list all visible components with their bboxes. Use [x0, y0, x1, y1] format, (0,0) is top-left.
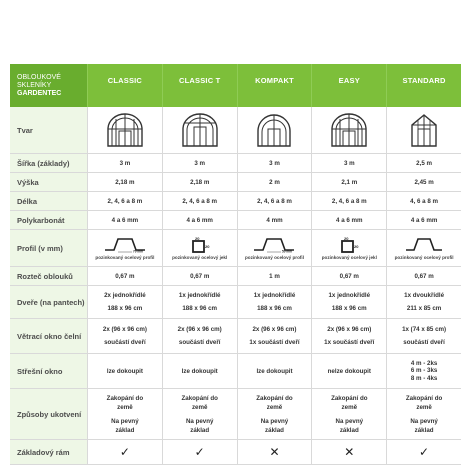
check-icon: ✓ — [162, 440, 237, 464]
greenhouse-easy-icon — [329, 113, 369, 147]
model-header-easy: EASY — [311, 64, 386, 107]
vent-note: součástí dveří — [178, 339, 221, 346]
row-label-ukotveni: Způsoby ukotvení — [10, 389, 87, 439]
value-cell: nelze dokoupit — [311, 354, 386, 388]
value-cell: 4 a 6 mm — [386, 211, 461, 229]
profile-dim-label: 20 — [344, 236, 349, 241]
vent-size: 2x (96 x 96 cm) — [177, 326, 222, 333]
value-cell: 2, 4, 6 a 8 m — [311, 192, 386, 210]
shape-easy-cell — [311, 107, 386, 153]
vent-note: součástí dveří — [403, 339, 445, 346]
anchor-option-1b: země — [266, 403, 283, 411]
row-label-roztec: Rozteč oblouků — [10, 267, 87, 285]
value-cell: lze dokoupit — [87, 354, 162, 388]
greenhouse-classic-t-icon — [180, 113, 220, 147]
value-cell: 2, 4, 6 a 8 m — [87, 192, 162, 210]
square-profile-icon — [177, 236, 223, 253]
anchor-option-2a: Na pevný — [410, 417, 438, 425]
row-label-vetraci: Větrací okno čelní — [10, 319, 87, 353]
vent-size: 1x (74 x 85 cm) — [402, 326, 447, 333]
row-sirka — [10, 154, 461, 173]
value-cell: lze dokoupit — [162, 354, 237, 388]
value-cell: 0,67 m — [311, 267, 386, 285]
greenhouse-classic-icon — [105, 113, 145, 147]
anchor-option-1b: země — [117, 403, 133, 411]
anchor-option-2a: Na pevný — [335, 417, 364, 425]
door-cell — [311, 286, 386, 318]
profile-caption: pozinkovaný ocelový jekl — [321, 255, 377, 260]
row-label-polykarbonat: Polykarbonát — [10, 211, 87, 229]
row-label-dvere: Dveře (na pantech) — [10, 286, 87, 318]
row-stresni — [10, 354, 461, 389]
hat-profile-icon — [102, 236, 148, 253]
value-cell: 2,45 m — [386, 173, 461, 191]
profile-dim-label: 20 — [194, 236, 200, 241]
value-cell: 3 m — [87, 154, 162, 172]
value-cell: 1 m — [237, 267, 312, 285]
door-size: 188 x 96 cm — [182, 305, 218, 312]
profile-caption: pozinkovaný ocelový profil — [95, 255, 155, 260]
value-cell: 3 m — [162, 154, 237, 172]
anchor-cell — [237, 389, 312, 439]
anchor-option-2b: základ — [414, 426, 434, 434]
model-header-standard: STANDARD — [386, 64, 461, 107]
row-ukotveni — [10, 389, 461, 440]
door-cell — [162, 286, 237, 318]
roof-window-line: 6 m - 3ks — [410, 367, 438, 375]
value-cell: 2, 4, 6 a 8 m — [237, 192, 312, 210]
value-cell: 2 m — [237, 173, 312, 191]
value-cell: 4 mm — [237, 211, 312, 229]
row-tvar — [10, 107, 461, 154]
value-cell: 2,5 m — [386, 154, 461, 172]
value-cell: 2,18 m — [87, 173, 162, 191]
header-row — [10, 64, 461, 107]
anchor-option-2b: základ — [115, 426, 135, 434]
brand-cell — [10, 64, 87, 107]
profile-standard-cell — [386, 230, 461, 266]
vent-size: 2x (96 x 96 cm) — [102, 326, 147, 333]
check-icon: ✓ — [87, 440, 162, 464]
model-header-kompakt: KOMPAKT — [237, 64, 312, 107]
shape-kompakt-cell — [237, 107, 312, 153]
row-dvere — [10, 286, 461, 319]
row-roztec — [10, 267, 461, 286]
value-cell: 2, 4, 6 a 8 m — [162, 192, 237, 210]
door-type: 2x jednokřídlé — [104, 292, 146, 299]
shape-standard-cell — [386, 107, 461, 153]
model-header-classic-t: CLASSIC T — [162, 64, 237, 107]
vent-cell — [386, 319, 461, 353]
profile-caption: pozinkovaný ocelový jekl — [172, 255, 228, 260]
cross-icon: ✕ — [311, 440, 386, 464]
profile-kompakt-cell — [237, 230, 312, 266]
vent-size: 2x (96 x 96 cm) — [327, 326, 372, 333]
anchor-option-1a: Zakopání do — [106, 394, 144, 402]
hat-profile-icon — [401, 236, 447, 253]
door-size: 211 x 85 cm — [406, 305, 442, 312]
door-size: 188 x 96 cm — [331, 305, 367, 312]
anchor-cell — [311, 389, 386, 439]
anchor-cell — [386, 389, 461, 439]
value-cell: 4 a 6 mm — [87, 211, 162, 229]
shape-classic-t-cell — [162, 107, 237, 153]
profile-caption: pozinkovaný ocelový profil — [394, 255, 454, 260]
vent-note: 1x součástí dveří — [249, 339, 300, 346]
value-cell: 0,67 m — [386, 267, 461, 285]
row-vyska — [10, 173, 461, 192]
door-cell — [87, 286, 162, 318]
value-cell: 4, 6 a 8 m — [386, 192, 461, 210]
comparison-table — [10, 64, 461, 465]
anchor-option-1b: země — [341, 403, 358, 411]
row-label-sirka: Šířka (základy) — [10, 154, 87, 172]
profile-dim-label: 70 mm — [132, 249, 143, 253]
anchor-cell — [87, 389, 162, 439]
profile-side-dim-label: 20 — [204, 244, 210, 249]
vent-size: 2x (96 x 96 cm) — [252, 326, 297, 333]
vent-cell — [237, 319, 312, 353]
anchor-option-2b: základ — [265, 426, 284, 434]
vent-note: 1x součástí dveří — [324, 339, 375, 346]
profile-easy-cell — [311, 230, 386, 266]
greenhouse-standard-icon — [404, 113, 444, 147]
anchor-option-1b: země — [416, 403, 432, 411]
row-label-stresni: Střešní okno — [10, 354, 87, 388]
door-size: 188 x 96 cm — [257, 305, 292, 312]
row-label-tvar: Tvar — [10, 107, 87, 153]
row-profil — [10, 230, 461, 267]
shape-classic-cell — [87, 107, 162, 153]
anchor-option-1a: Zakopání do — [181, 394, 218, 402]
vent-note: součástí dveří — [104, 339, 146, 346]
row-label-delka: Délka — [10, 192, 87, 210]
door-type: 1x dvoukřídlé — [404, 292, 445, 299]
row-polykarbonat — [10, 211, 461, 230]
value-cell: 4 a 6 mm — [311, 211, 386, 229]
profile-dim-label: 50 mm — [282, 249, 293, 253]
profile-classic-cell — [87, 230, 162, 266]
anchor-option-1a: Zakopání do — [331, 394, 368, 402]
brand-line-1: OBLOUKOVÉ — [17, 73, 61, 81]
door-cell — [237, 286, 312, 318]
anchor-option-1b: země — [191, 403, 208, 411]
door-cell — [386, 286, 461, 318]
vent-cell — [311, 319, 386, 353]
roof-window-standard-cell — [386, 354, 461, 388]
door-type: 1x jednokřídlé — [178, 292, 221, 299]
value-cell: lze dokoupit — [237, 354, 312, 388]
anchor-option-2b: základ — [339, 426, 359, 434]
value-cell: 3 m — [237, 154, 312, 172]
roof-window-line: 4 m - 2ks — [410, 359, 438, 367]
value-cell: 0,67 m — [87, 267, 162, 285]
door-type: 1x jednokřídlé — [253, 292, 296, 299]
vent-cell — [162, 319, 237, 353]
cross-icon: ✕ — [237, 440, 312, 464]
door-type: 1x jednokřídlé — [328, 292, 371, 299]
check-icon: ✓ — [386, 440, 461, 464]
brand-line-2: SKLENÍKY — [17, 81, 52, 89]
anchor-option-2a: Na pevný — [185, 417, 214, 425]
row-label-vyska: Výška — [10, 173, 87, 191]
row-delka — [10, 192, 461, 211]
square-profile-icon — [326, 236, 372, 253]
value-cell: 4 a 6 mm — [162, 211, 237, 229]
value-cell: 2,1 m — [311, 173, 386, 191]
profile-caption: pozinkovaný ocelový profil — [245, 255, 304, 260]
anchor-option-2a: Na pevný — [111, 417, 139, 425]
anchor-cell — [162, 389, 237, 439]
value-cell: 0,67 m — [162, 267, 237, 285]
value-cell: 2,18 m — [162, 173, 237, 191]
value-cell: 3 m — [311, 154, 386, 172]
anchor-option-2b: základ — [190, 426, 210, 434]
vent-cell — [87, 319, 162, 353]
anchor-option-1a: Zakopání do — [256, 394, 293, 402]
row-vetraci — [10, 319, 461, 354]
row-label-profil: Profil (v mm) — [10, 230, 87, 266]
greenhouse-kompakt-icon — [254, 113, 294, 147]
anchor-option-2a: Na pevný — [260, 417, 289, 425]
hat-profile-icon — [251, 236, 297, 253]
row-zakladovy — [10, 440, 461, 465]
row-label-zakladovy: Základový rám — [10, 440, 87, 464]
anchor-option-1a: Zakopání do — [405, 394, 443, 402]
brand-line-3: GARDENTEC — [17, 89, 62, 97]
roof-window-line: 8 m - 4ks — [410, 374, 438, 382]
profile-classic-t-cell — [162, 230, 237, 266]
profile-side-dim-label: 20 — [354, 244, 359, 249]
model-header-classic: CLASSIC — [87, 64, 162, 107]
door-size: 188 x 96 cm — [107, 305, 143, 312]
